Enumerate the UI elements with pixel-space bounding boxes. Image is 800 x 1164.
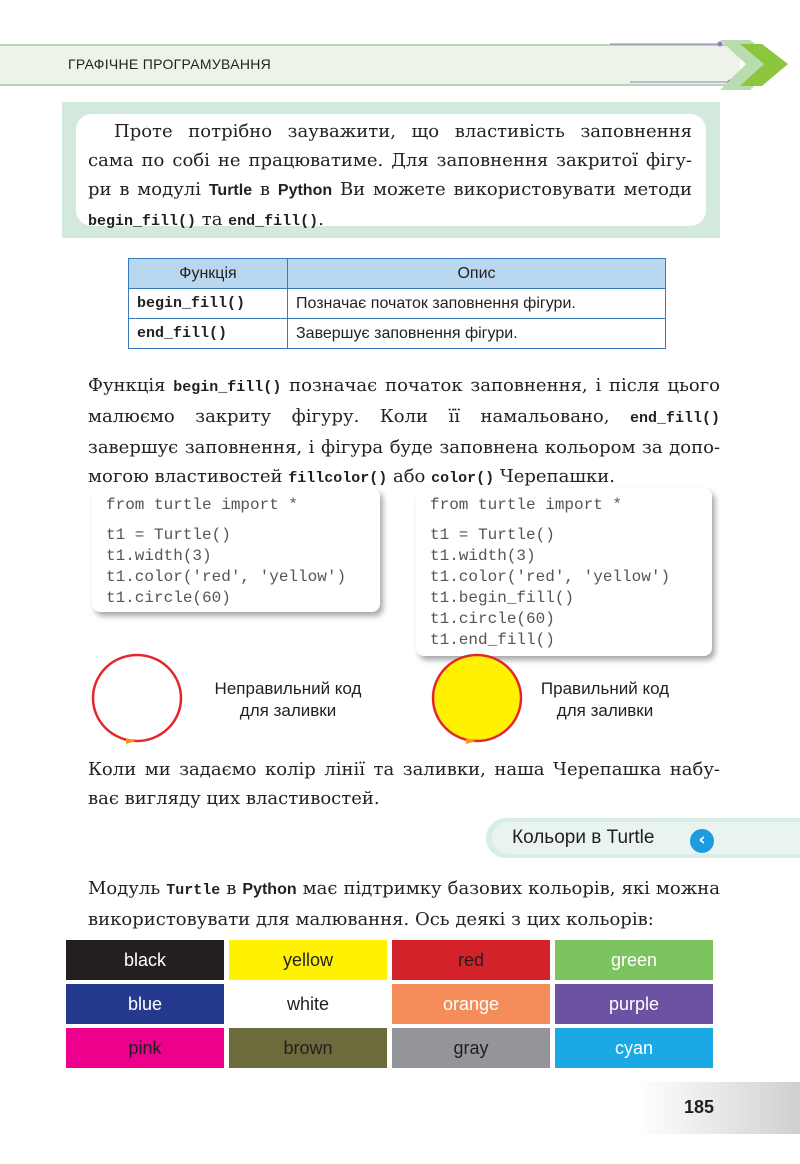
chevron-left-icon: ‹ (690, 829, 714, 853)
body1-text-part: Черепашки. (494, 466, 616, 487)
table-cell-description: Позначає початок заповнення фігури. (288, 289, 666, 319)
page-number-band (636, 1082, 800, 1134)
functions-table (128, 258, 666, 349)
body3-text-part: в (220, 878, 243, 899)
note-text-part: Проте потрібно зауважити, що властивість заповнення сама по собі не працюватиме. Для заповнення закритої фігу-ри в модулі (88, 121, 692, 200)
header-arrow-icon (590, 34, 800, 96)
color-swatch-gray: gray (392, 1028, 550, 1068)
body3-text-part: має підтримку базових кольорів, які можна використовувати для малювання. Ось деякі з цих кольорів: (88, 878, 721, 930)
code-line: t1.circle(60) (430, 610, 555, 628)
code-line: t1.width(3) (430, 547, 536, 565)
color-swatch-brown: brown (229, 1028, 387, 1068)
note-text-part: та (196, 209, 229, 230)
wrong-code-label-line: для заливки (239, 701, 337, 720)
body1-code-fillcolor: fillcolor() (288, 470, 388, 487)
note-text (88, 117, 692, 236)
note-text-part: . (318, 209, 324, 230)
color-swatch-cyan: cyan (555, 1028, 713, 1068)
wrong-code-label (192, 678, 384, 722)
note-code-begin-fill: begin_fill() (88, 213, 197, 230)
color-swatch-pink: pink (66, 1028, 224, 1068)
colors-grid (66, 940, 716, 1068)
body1-text-part: позначає початок заповнення, і після цього малюємо закриту фігуру. Коли її намальовано, (88, 375, 720, 427)
filled-circle-illustration (428, 652, 528, 752)
color-swatch-orange: orange (392, 984, 550, 1024)
table-row (129, 319, 666, 349)
table-cell-function: begin_fill() (129, 289, 288, 319)
code-line: from turtle import * (430, 496, 623, 514)
body-paragraph-1 (88, 371, 720, 493)
code-line: t1.width(3) (106, 547, 212, 565)
body1-text-part: завершує заповнення, і фігура буде заповнена кольором за допо-могою властивостей (88, 437, 720, 487)
body3-text-part: Модуль (88, 878, 167, 899)
note-code-end-fill: end_fill() (228, 213, 319, 230)
note-text-part: Ви можете використовувати методи (332, 179, 692, 200)
body1-code-end-fill: end_fill() (629, 410, 720, 427)
code-line: from turtle import * (106, 496, 299, 514)
code-line: t1.color('red', 'yellow') (106, 568, 347, 586)
section-title: Кольори в Turtle (512, 827, 655, 848)
code-block-wrong (92, 488, 380, 612)
note-turtle: Turtle (208, 182, 253, 199)
body3-python: Python (242, 881, 297, 898)
code-line: t1.color('red', 'yellow') (430, 568, 671, 586)
table-header-description: Опис (288, 259, 666, 289)
note-python: Python (277, 182, 333, 199)
color-swatch-red: red (392, 940, 550, 980)
table-cell-description: Завершує заповнення фігури. (288, 319, 666, 349)
body3-turtle: Turtle (166, 882, 221, 899)
color-swatch-blue: blue (66, 984, 224, 1024)
code-line: t1.circle(60) (106, 589, 231, 607)
code-line: t1.begin_fill() (430, 589, 575, 607)
body1-text-part: або (387, 466, 432, 487)
body-paragraph-3 (88, 874, 720, 934)
table-header-function: Функція (129, 259, 288, 289)
color-swatch-black: black (66, 940, 224, 980)
unfilled-circle-illustration (88, 652, 188, 752)
body1-code-color: color() (431, 470, 495, 487)
table-row (129, 289, 666, 319)
body1-code-begin-fill: begin_fill() (173, 379, 282, 396)
code-block-correct (416, 488, 712, 656)
correct-code-label-line: для заливки (556, 701, 654, 720)
color-swatch-white: white (229, 984, 387, 1024)
correct-code-label (518, 678, 692, 722)
code-line: t1 = Turtle() (430, 526, 555, 544)
body1-text-part: Функція (88, 375, 174, 396)
body-paragraph-2: Коли ми задаємо колір лінії та заливки, наша Черепашка набу-ває вигляду цих властивостей. (88, 759, 720, 809)
page-number: 185 (684, 1097, 715, 1117)
table-header-row (129, 259, 666, 289)
note-text-part: в (252, 179, 278, 200)
table-cell-function: end_fill() (129, 319, 288, 349)
code-line: t1.end_fill() (430, 631, 555, 649)
wrong-code-label-line: Неправильний код (214, 679, 362, 698)
color-swatch-purple: purple (555, 984, 713, 1024)
color-swatch-yellow: yellow (229, 940, 387, 980)
color-swatch-green: green (555, 940, 713, 980)
correct-code-label-line: Правильний код (540, 679, 670, 698)
code-line: t1 = Turtle() (106, 526, 231, 544)
header-title: ГРАФІЧНЕ ПРОГРАМУВАННЯ (68, 56, 272, 72)
